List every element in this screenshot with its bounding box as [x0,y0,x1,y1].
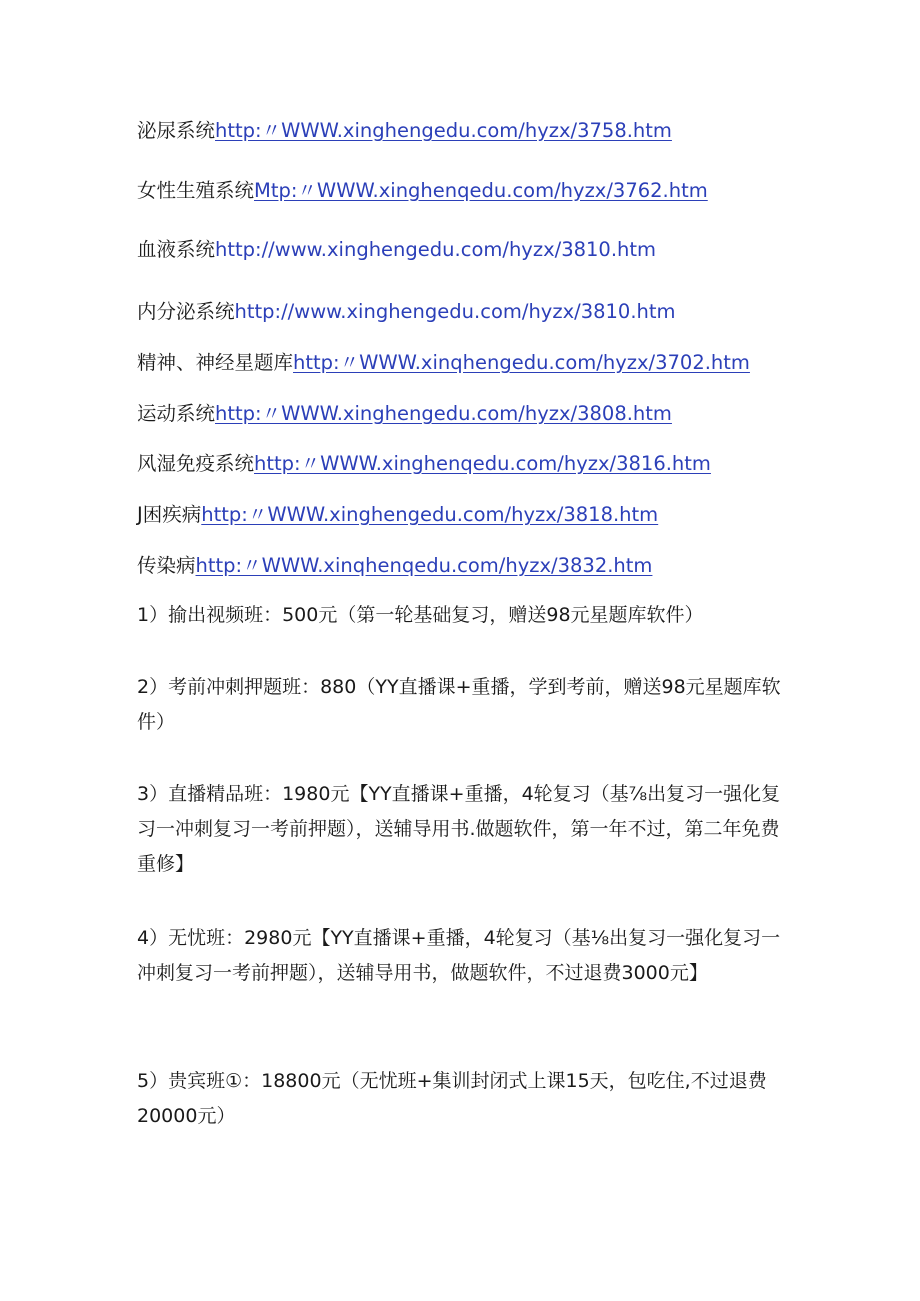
url-link[interactable]: Mtp:〃WWW.xinghenqedu.com/hyzx/3762.htm [254,179,708,202]
link-row-endocrine [137,299,676,325]
category-label: 内分泌系统 [137,300,235,323]
link-row-infectious [137,553,652,579]
class-item-vip: 5）贵宾班①：18800元（无忧班+集训封闭式上课15天，包吃住,不过退费20000元） [137,1070,767,1127]
link-row-female-reproductive [137,178,708,204]
class-item-video: 1）揄出视频班：500元（第一轮基础复习，赠送98元星题库软件） [137,604,704,626]
url-link[interactable]: http:〃WWW.xinghengedu.com/hyzx/3808.htm [215,402,672,425]
url-link[interactable]: http:〃WWW.xinqhengedu.com/hyzx/3702.htm [293,351,750,374]
category-label: 泌尿系统 [137,119,216,142]
category-label: 精神、神经星题库 [137,351,294,374]
category-label: J困疾病 [137,503,202,526]
class-item-live-premium: 3）直播精品班：1980元【YY直播课+重播，4轮复习（基⅞出复习一强化复习一冲刺复习一考前押题），送辅导用书.做题软件，第一年不过，第二年免费重修】 [137,783,781,875]
link-row-blood [137,237,656,263]
url-link[interactable]: http:〃WWW.xinghenqedu.com/hyzx/3816.htm [254,452,711,475]
url-link[interactable]: http:〃WWW.xinghengedu.com/hyzx/3758.htm [215,119,672,142]
link-row-motor [137,401,672,427]
link-row-disease [137,502,658,528]
category-label: 传染病 [137,554,196,577]
category-label: 女性生殖系统 [137,179,255,202]
category-label: 风湿免疫系统 [137,452,255,475]
link-row-rheumatic-immune [137,451,711,477]
url-link[interactable]: http://www.xinghengedu.com/hyzx/3810.htm [215,238,657,261]
category-label: 血液系统 [137,238,216,261]
category-label: 运动系统 [137,402,216,425]
link-row-urinary [137,118,672,144]
url-link[interactable]: http://www.xinghengedu.com/hyzx/3810.htm [234,300,676,323]
url-link[interactable]: http:〃WWW.xinghengedu.com/hyzx/3818.htm [201,503,659,526]
class-item-worry-free: 4）无忧班：2980元【YY直播课+重播，4轮复习（基⅛出复习一强化复习一冲刺复习一考前押题），送辅导用书，做题软件，不过退费3000元】 [137,927,781,984]
class-item-sprint: 2）考前冲刺押题班：880（YY直播课+重播，学到考前，赠送98元星题库软件） [137,676,781,733]
url-link[interactable]: http:〃WWW.xinqhenqedu.com/hyzx/3832.htm [195,554,653,577]
link-row-psych-neuro [137,350,750,376]
